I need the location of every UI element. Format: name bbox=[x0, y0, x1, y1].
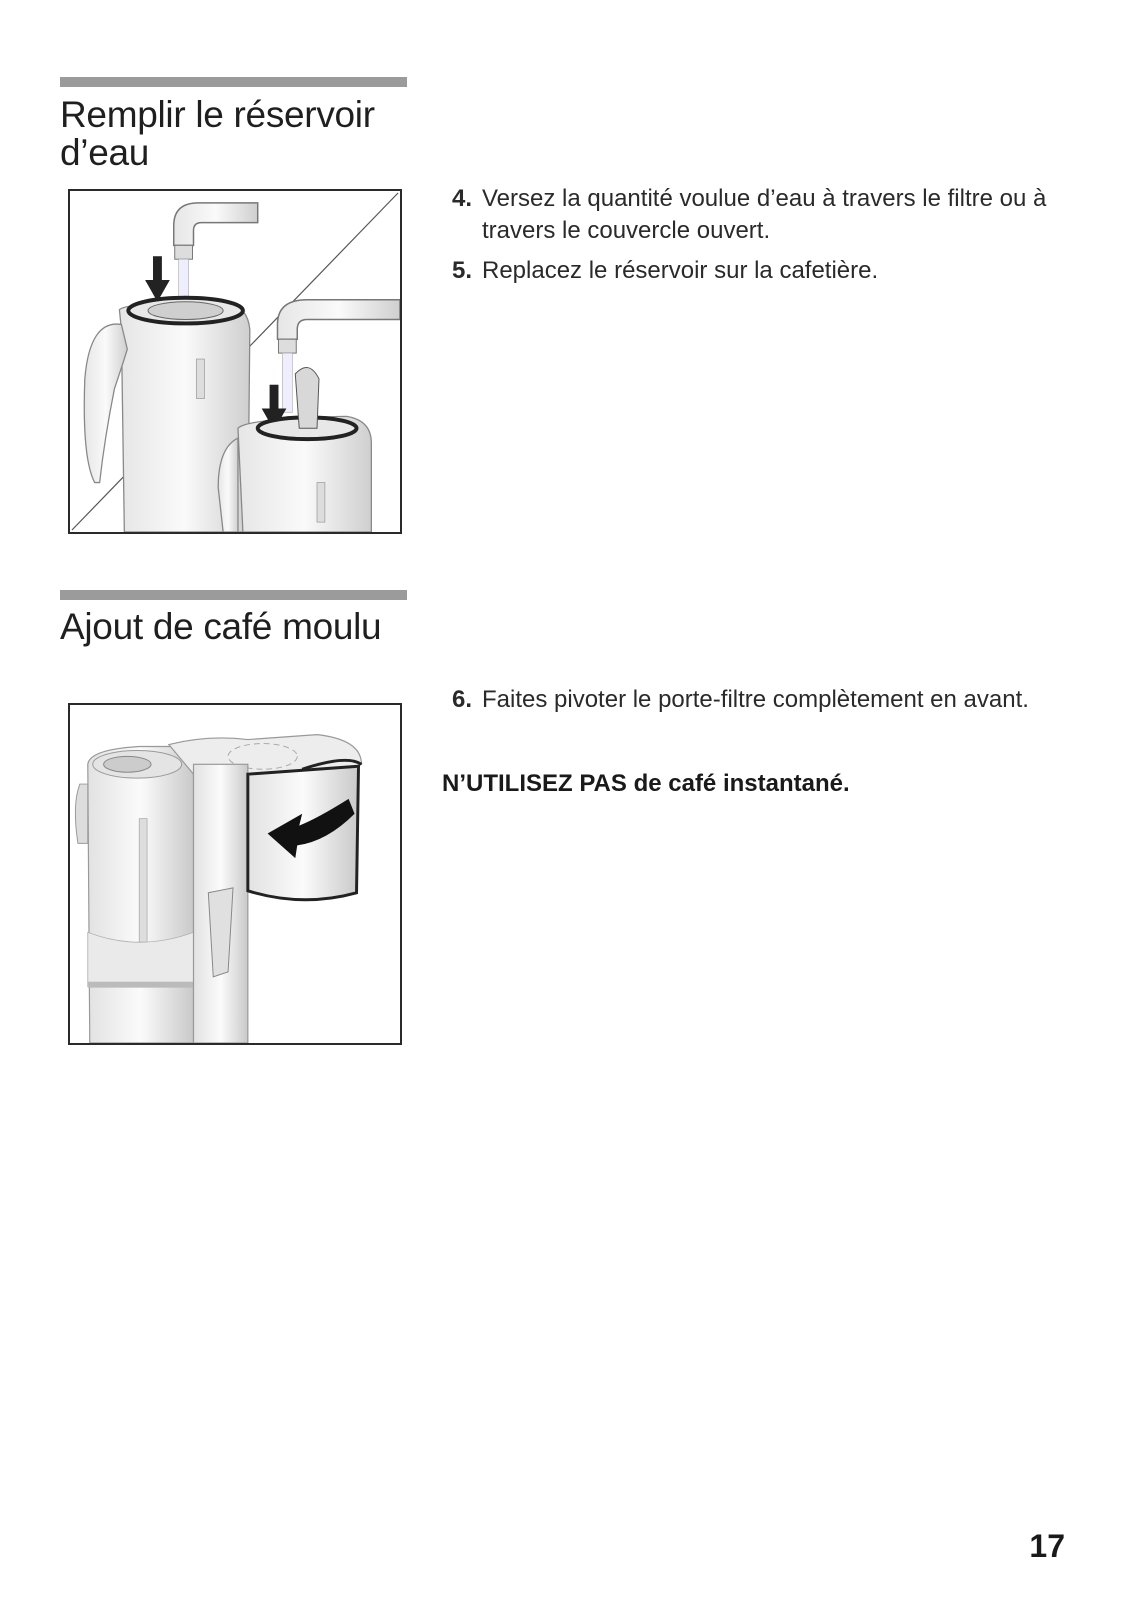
steps-list-fill bbox=[452, 183, 1092, 295]
page-number: 17 bbox=[1029, 1528, 1065, 1564]
step-item: 5. Replacez le réservoir sur la cafetière. bbox=[452, 257, 879, 284]
warning-note: N’UTILISEZ PAS de café instantané. bbox=[442, 770, 850, 797]
section-rule bbox=[60, 590, 407, 600]
step-item: 4. Versez la quantité voulue d’eau à travers le filtre ou à travers le couvercle ouvert. bbox=[452, 185, 1047, 244]
step-item: 6. Faites pivoter le porte-filtre complètement en avant. bbox=[452, 686, 1029, 713]
section-title-fill-reservoir: Remplir le réservoir d’eau bbox=[60, 94, 375, 173]
steps-list-coffee bbox=[452, 684, 1092, 724]
section-title-add-coffee: Ajout de café moulu bbox=[60, 606, 382, 647]
illustration-fill-water-tank bbox=[68, 189, 402, 534]
illustration-filter-holder bbox=[68, 703, 402, 1045]
section-rule bbox=[60, 77, 407, 87]
